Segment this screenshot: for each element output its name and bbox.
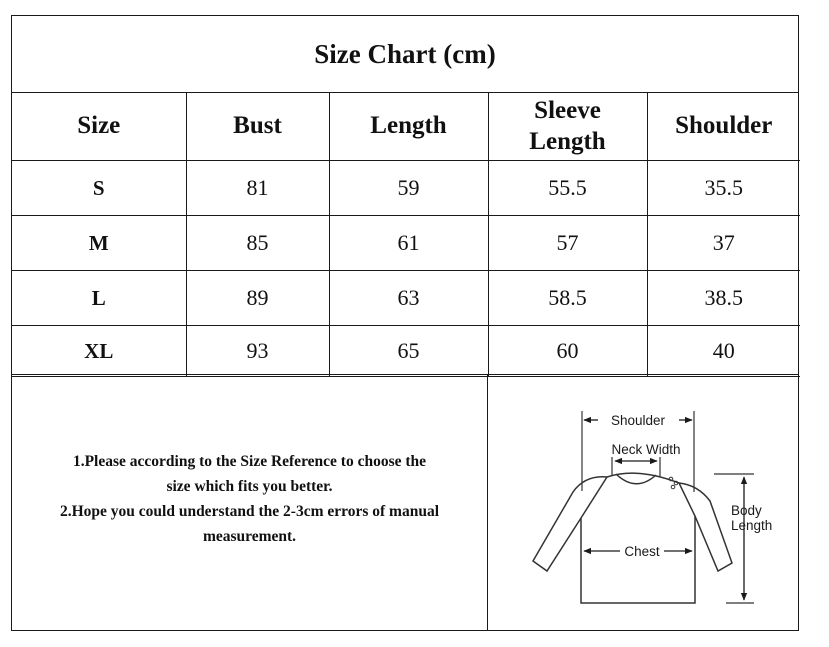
size-cell: M xyxy=(12,216,186,271)
note-2-line-1: 2.Hope you could understand the 2-3cm errors of manual xyxy=(59,503,440,520)
header-shoulder: Shoulder xyxy=(647,92,800,161)
note-2-line-2: measurement. xyxy=(202,528,297,545)
sleeve-cell: 55.5 xyxy=(488,161,647,216)
neck-width-label: Neck Width xyxy=(611,442,681,457)
size-cell: L xyxy=(12,271,186,326)
length-cell: 59 xyxy=(329,161,488,216)
shoulder-cell: 35.5 xyxy=(647,161,800,216)
shoulder-cell: 40 xyxy=(647,326,800,377)
bust-cell: 85 xyxy=(186,216,329,271)
size-table xyxy=(12,92,800,377)
table-row xyxy=(12,271,800,326)
length-cell: 63 xyxy=(329,271,488,326)
body-length-label-1: Body xyxy=(731,503,762,518)
header-sleeve-length xyxy=(488,92,647,161)
header-row xyxy=(12,92,800,161)
shoulder-cell: 37 xyxy=(647,216,800,271)
body-length-label-2: Length xyxy=(731,518,773,533)
measurement-diagram xyxy=(488,375,798,631)
chart-title: Size Chart (cm) xyxy=(12,16,798,93)
bust-cell: 89 xyxy=(186,271,329,326)
table-row xyxy=(12,326,800,377)
header-sleeve-text: Sleeve Length xyxy=(529,96,606,155)
sweater-diagram-svg xyxy=(488,375,798,632)
sleeve-cell: 58.5 xyxy=(488,271,647,326)
bottom-section xyxy=(12,374,798,631)
header-size: Size xyxy=(12,92,186,161)
size-cell: XL xyxy=(12,326,186,377)
bust-cell: 81 xyxy=(186,161,329,216)
header-length: Length xyxy=(329,92,488,161)
length-cell: 61 xyxy=(329,216,488,271)
bust-cell: 93 xyxy=(186,326,329,377)
header-bust: Bust xyxy=(186,92,329,161)
sweater-body-icon xyxy=(581,473,695,603)
notes xyxy=(12,375,488,631)
table-row xyxy=(12,216,800,271)
size-cell: S xyxy=(12,161,186,216)
note-1-line-2: size which fits you better. xyxy=(166,478,333,495)
shoulder-label: Shoulder xyxy=(610,413,666,428)
size-chart xyxy=(11,15,799,631)
note-1-line-1: 1.Please according to the Size Reference to choose the xyxy=(72,453,427,470)
sleeve-cell: 57 xyxy=(488,216,647,271)
sleeve-cell: 60 xyxy=(488,326,647,377)
length-cell: 65 xyxy=(329,326,488,377)
table-row xyxy=(12,161,800,216)
shoulder-cell: 38.5 xyxy=(647,271,800,326)
chest-label: Chest xyxy=(624,544,660,559)
